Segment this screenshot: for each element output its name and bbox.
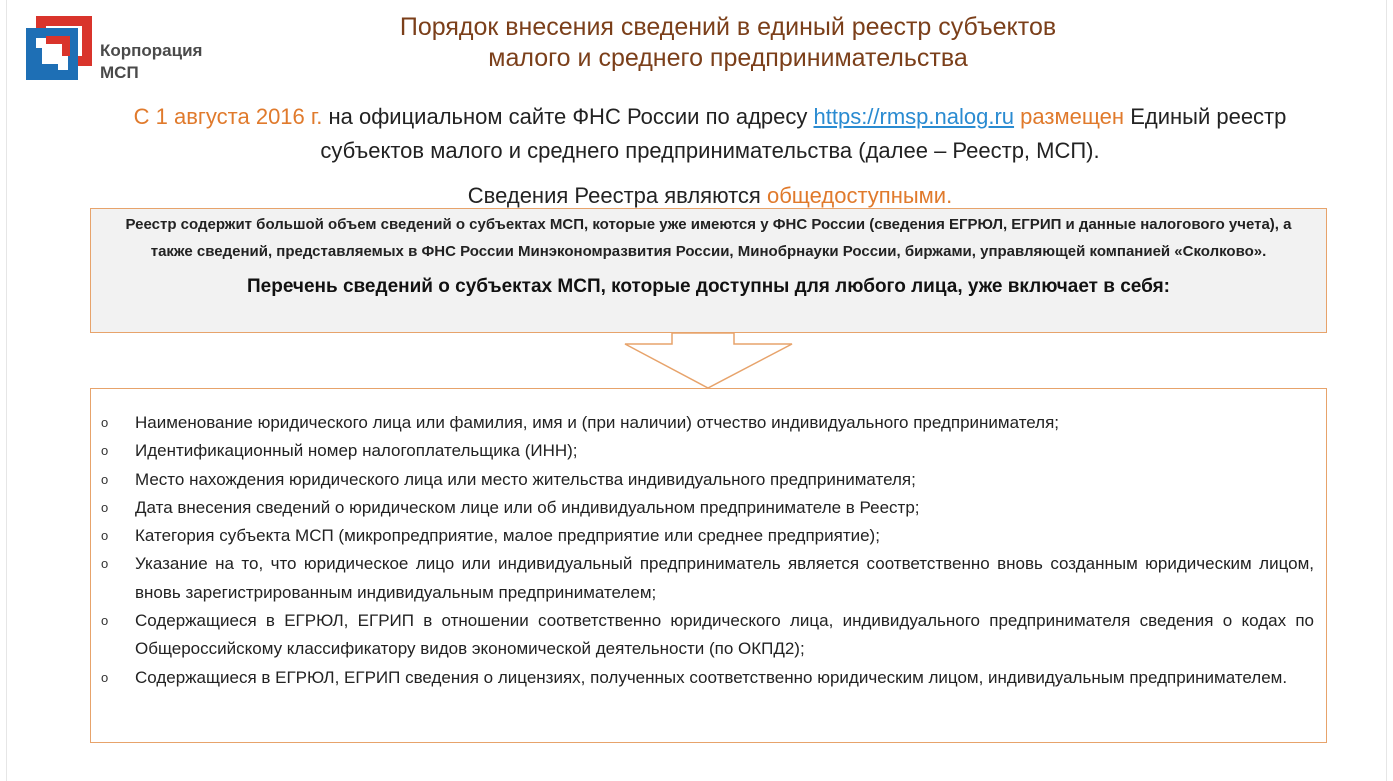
list-item [101,466,1316,494]
list-item-text: Содержащиеся в ЕГРЮЛ, ЕГРИП в отношении соответственно юридического лица, индивидуального предпринимателя сведения о кодах по Общероссийскому классификатору видов экономической деятельности (по ОКПД2); [135,611,1314,659]
logo-mark-icon [24,14,94,82]
list-item-text: Категория субъекта МСП (микропредприятие, малое предприятие или среднее предприятие); [135,526,880,546]
intro-placed: размещен [1014,104,1125,129]
bullet-circle-icon: o [101,471,109,487]
list-item [101,522,1316,550]
intro-date: С 1 августа 2016 г. [133,104,323,129]
list-item-text: Содержащиеся в ЕГРЮЛ, ЕГРИП сведения о лицензиях, полученных соответственно юридическим лицом, индивидуальным предпринимателем. [135,667,1288,687]
list-item [101,664,1316,692]
list-item [101,437,1316,465]
list-item [101,607,1316,664]
intro-paragraph [110,100,1310,168]
registry-description: Реестр содержит большой объем сведений о субъектах МСП, которые уже имеются у ФНС России (сведения ЕГРЮЛ, ЕГРИП и данные налогового учета), а также сведений, представляемых в ФНС России Минэкономразвития России, Минобрнауки России, биржами, управляющей компанией «Сколково». [125,216,1292,260]
list-item-text: Место нахождения юридического лица или место жительства индивидуального предпринимателя; [135,469,916,489]
information-list [91,389,1326,692]
bullet-circle-icon: o [101,613,109,629]
intro-text-1: на официальном сайте ФНС России по адресу [322,104,814,129]
list-heading: Перечень сведений о субъектах МСП, которые доступны для любого лица, уже включает в себя: [246,276,1170,297]
bullet-circle-icon: o [101,528,109,544]
bullet-circle-icon: o [101,415,109,430]
bullet-circle-icon: o [101,669,109,685]
registry-info-box [90,208,1327,333]
logo-line-2: МСП [100,63,139,82]
logo-line-1: Корпорация [100,41,203,60]
public-text: Сведения Реестра являются [467,183,767,208]
down-arrow-icon [624,332,794,390]
bullet-circle-icon: o [101,443,109,459]
information-list-box [90,388,1327,743]
rmsp-link[interactable]: https://rmsp.nalog.ru [813,104,1015,129]
list-item [101,550,1316,607]
corporation-msp-logo [24,14,224,84]
logo-text [100,40,202,84]
list-item-text: Наименование юридического лица или фамилия, имя и (при наличии) отчество индивидуального предпринимателя; [135,413,1060,432]
slide-title [300,12,1156,74]
list-item-text: Указание на то, что юридическое лицо или индивидуальный предприниматель является соответственно вновь созданным юридическим лицом, вновь зарегистрированным индивидуальным предпринимателем; [135,554,1314,602]
list-item [101,494,1316,522]
public-highlight: общедоступными. [766,183,953,208]
list-item-text: Дата внесения сведений о юридическом лице или об индивидуальном предпринимателе в Реестр; [135,497,920,517]
list-item [101,409,1316,437]
list-item-text: Идентификационный номер налогоплательщика (ИНН); [135,441,578,461]
intro-text-2: Единый реестр субъектов малого и среднего предпринимательства (далее – Реестр, МСП). [320,104,1287,163]
title-line-1: Порядок внесения сведений в единый реестр субъектов [399,13,1057,41]
public-access-line [110,182,1310,210]
bullet-circle-icon: o [101,556,109,572]
title-line-2: малого и среднего предпринимательства [488,44,968,72]
bullet-circle-icon: o [101,499,109,515]
